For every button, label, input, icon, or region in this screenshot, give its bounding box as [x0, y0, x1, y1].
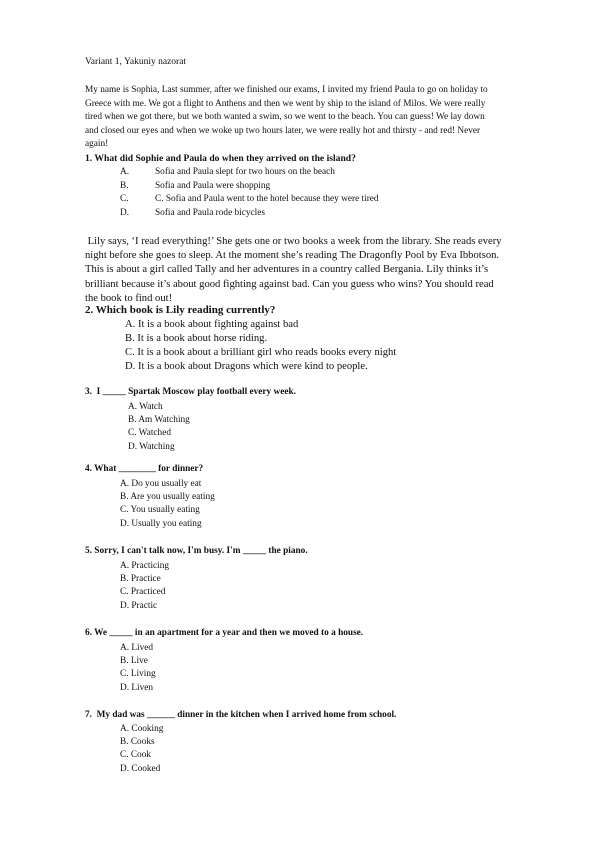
- passage-line: tired when we got there, but we both wanted a swim, so we went to the beach. You can guess! We lay down: [85, 112, 485, 123]
- option-c[interactable]: C. Living: [120, 669, 156, 680]
- question-2-options: [125, 318, 396, 374]
- option-d[interactable]: D. Liven: [120, 682, 154, 693]
- question-7-options: [120, 723, 163, 776]
- passage-line: night before she goes to sleep. At the moment she’s reading The Dragonfly Pool by Eva Ibbotson.: [85, 250, 500, 262]
- reading-passage-1: [85, 84, 555, 152]
- option-c[interactable]: C. Practiced: [120, 587, 166, 598]
- passage-line: This is about a girl called Tally and her adventures in a country called Bergania. Lily thinks it’s: [85, 264, 489, 276]
- page-title: Variant 1, Yakuniy nazorat: [85, 57, 187, 67]
- question-6: 6. We _____ in an apartment for a year and then we moved to a house.: [85, 628, 364, 638]
- option-letter: A.: [120, 167, 130, 177]
- passage-line: My name is Sophia, Last summer, after we finished our exams, I invited my friend Paula to go on holiday to: [85, 85, 488, 95]
- option-letter: B.: [120, 180, 129, 191]
- option-letter: D.: [120, 207, 130, 218]
- option-b[interactable]: B. It is a book about horse riding.: [125, 333, 268, 344]
- passage-line: brilliant because it’s about good fighting against bad. Can you guess who wins? You should read: [85, 278, 494, 290]
- passage-line: again!: [85, 139, 109, 150]
- question-2: 2. Which book is Lily reading currently?: [85, 304, 276, 316]
- option-c[interactable]: [120, 193, 379, 207]
- option-text: C. Sofia and Paula went to the hotel because they were tired: [155, 194, 379, 205]
- question-4: 4. What ________ for dinner?: [85, 464, 204, 474]
- option-text: Sofia and Paula rode bicycles: [155, 207, 265, 218]
- passage-line: and closed our eyes and when we woke up two hours later, we were really hot and thirsty - and red! Never: [85, 125, 481, 136]
- option-a[interactable]: A. It is a book about fighting against bad: [125, 319, 299, 330]
- option-b[interactable]: B. Practice: [120, 574, 161, 585]
- option-c[interactable]: C. Cook: [120, 750, 151, 761]
- question-1: 1. What did Sophie and Paula do when they arrived on the island?: [85, 153, 356, 164]
- reading-passage-2: [85, 235, 555, 306]
- option-d[interactable]: D. Usually you eating: [120, 518, 202, 529]
- option-a[interactable]: A. Lived: [120, 643, 154, 653]
- passage-line: Lily says, ‘I read everything!’ She gets one or two books a week from the library. She reads every: [85, 236, 502, 247]
- passage-line: Greece with me. We got a flight to Anthens and then we went by ship to the island of Milos. We were really: [85, 98, 486, 109]
- option-b[interactable]: [120, 180, 379, 194]
- option-b[interactable]: B. Are you usually eating: [120, 492, 215, 503]
- option-d[interactable]: [120, 207, 379, 221]
- option-b[interactable]: B. Cooks: [120, 737, 155, 748]
- option-text: Sofia and Paula slept for two hours on the beach: [155, 167, 335, 177]
- option-a[interactable]: A. Watch: [128, 402, 163, 412]
- question-7: 7. My dad was ______ dinner in the kitchen when I arrived home from school.: [85, 710, 397, 720]
- question-5: 5. Sorry, I can't talk now, I'm busy. I'm _____ the piano.: [85, 546, 308, 556]
- option-a[interactable]: A. Practicing: [120, 561, 170, 571]
- question-6-options: [120, 642, 156, 695]
- option-b[interactable]: B. Am Watching: [128, 415, 190, 426]
- option-letter: C.: [120, 194, 129, 205]
- option-text: Sofia and Paula were shopping: [155, 180, 271, 191]
- passage-line: the book to find out!: [85, 292, 173, 304]
- question-3: 3. I _____ Spartak Moscow play football every week.: [85, 387, 296, 397]
- question-4-options: [120, 478, 215, 531]
- option-d[interactable]: D. Practic: [120, 600, 158, 611]
- option-c[interactable]: C. It is a book about a brilliant girl who reads books every night: [125, 347, 397, 358]
- question-1-options: [120, 166, 379, 220]
- option-d[interactable]: D. Watching: [128, 441, 175, 452]
- question-5-options: [120, 560, 169, 613]
- option-c[interactable]: C. You usually eating: [120, 505, 200, 516]
- question-3-options: [128, 401, 190, 454]
- option-d[interactable]: D. It is a book about Dragons which were kind to people.: [125, 361, 368, 372]
- option-d[interactable]: D. Cooked: [120, 763, 161, 774]
- option-a[interactable]: [120, 166, 379, 180]
- option-a[interactable]: A. Do you usually eat: [120, 479, 202, 489]
- option-c[interactable]: C. Watched: [128, 428, 171, 439]
- option-a[interactable]: A. Cooking: [120, 724, 164, 734]
- option-b[interactable]: B. Live: [120, 656, 148, 667]
